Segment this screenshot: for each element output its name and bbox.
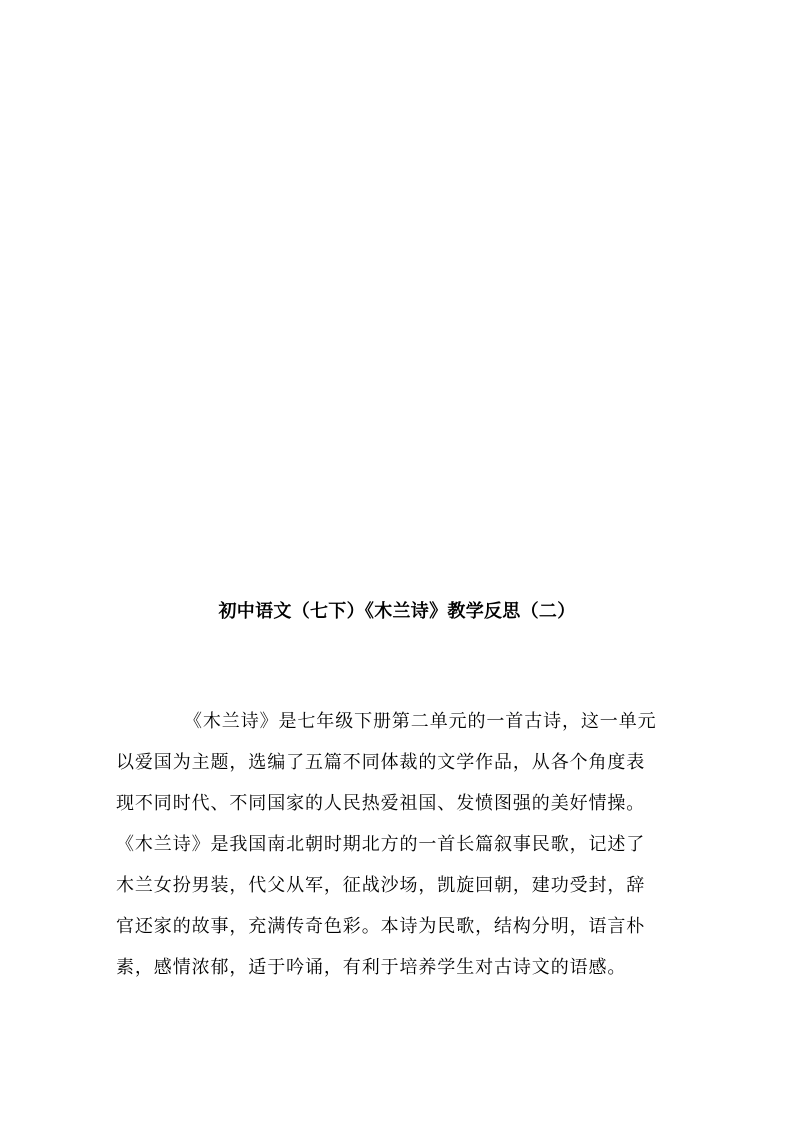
document-title: 初中语文（七下）《木兰诗》教学反思（二） (218, 601, 576, 622)
paragraph-line-7: 素，感情浓郁，适于吟诵，有利于培养学生对古诗文的语感。 (116, 957, 627, 978)
body-paragraph (116, 701, 676, 988)
paragraph-line-5: 木兰女扮男装，代父从军，征战沙场，凯旋回朝，建功受封，辞 (116, 875, 646, 896)
paragraph-line-1: 《木兰诗》是七年级下册第二单元的一首古诗，这一单元 (184, 711, 657, 732)
paragraph-line-4: 《木兰诗》是我国南北朝时期北方的一首长篇叙事民歌，记述了 (116, 834, 646, 855)
paragraph-line-2: 以爱国为主题，选编了五篇不同体裁的文学作品，从各个角度表 (116, 752, 646, 773)
paragraph-line-6: 官还家的故事，充满传奇色彩。本诗为民歌，结构分明，语言朴 (116, 916, 646, 937)
paragraph-line-3: 现不同时代、不同国家的人民热爱祖国、发愤图强的美好情操。 (116, 793, 646, 814)
